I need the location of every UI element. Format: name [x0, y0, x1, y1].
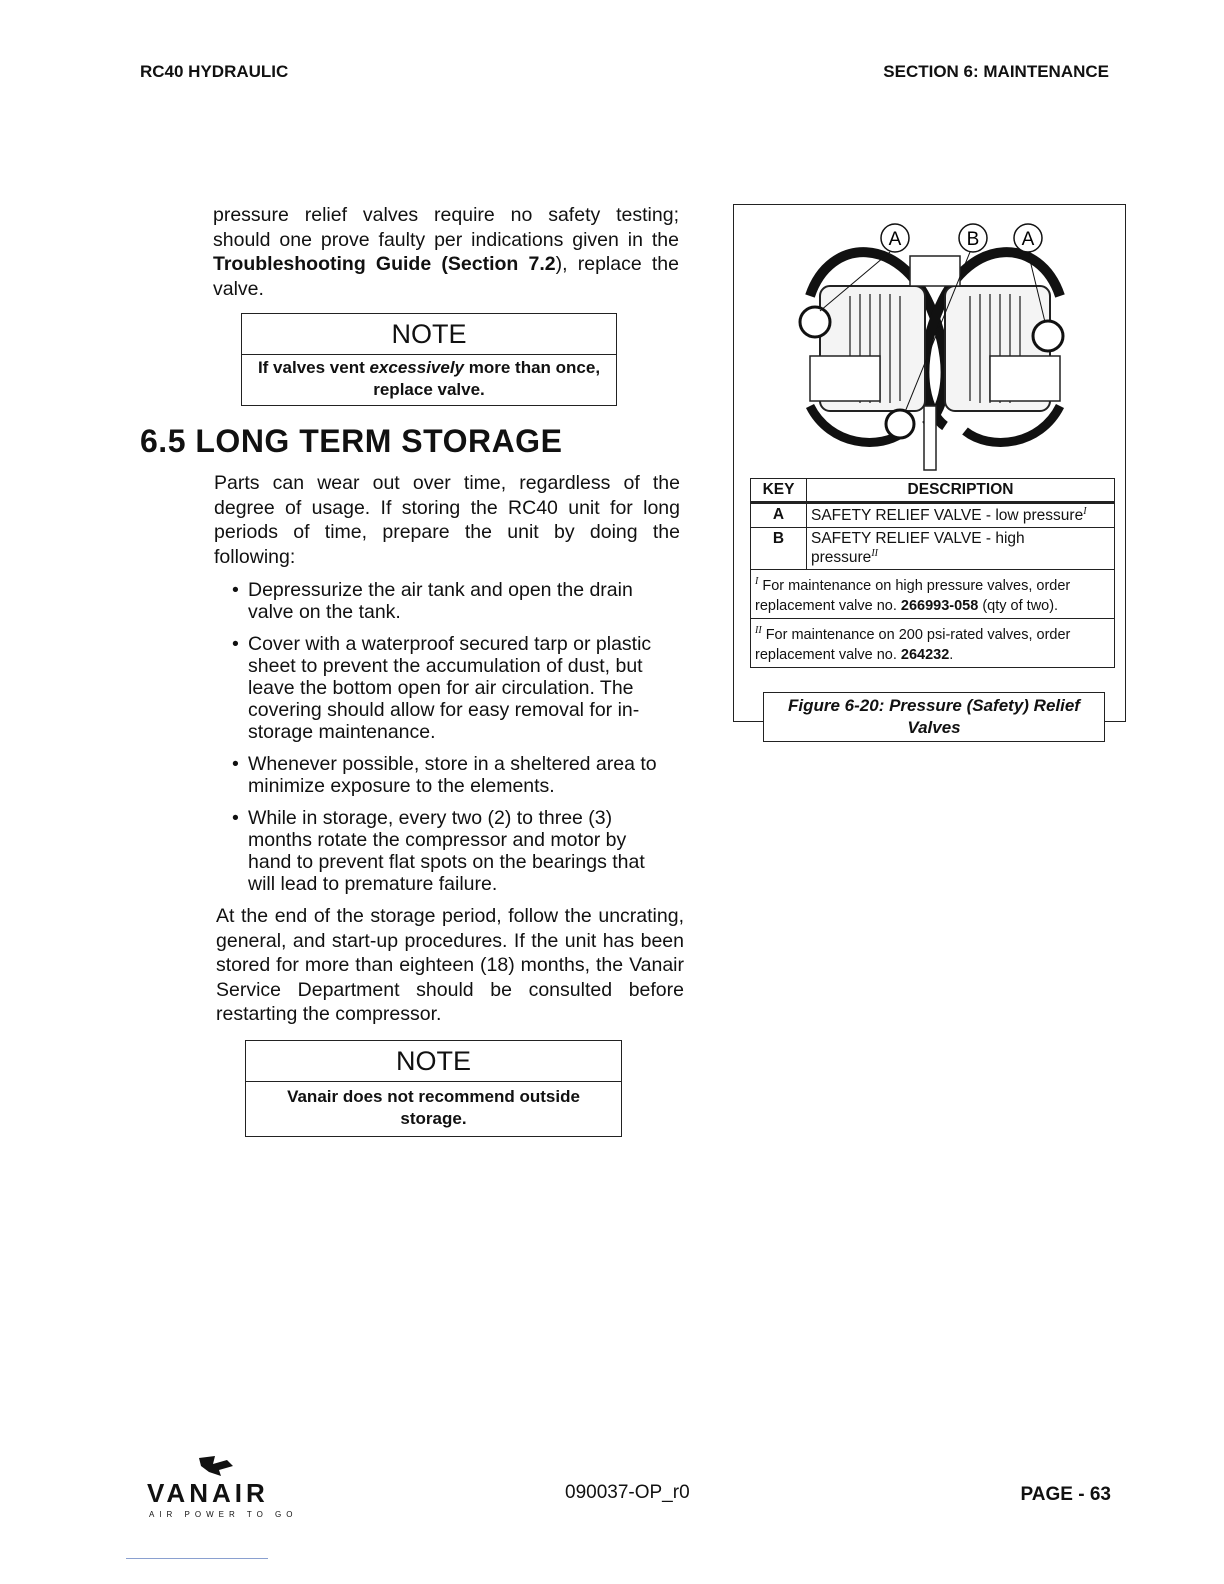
intro-text-end: ), replace the valve. [213, 253, 679, 300]
figure-caption: Figure 6-20: Pressure (Safety) Relief Valves [763, 692, 1105, 742]
logo-wordmark: VANAIR [147, 1478, 269, 1508]
key-cell: A [751, 503, 807, 528]
footnote-marker: II [871, 548, 878, 560]
callout-label: A [888, 229, 902, 250]
section-paragraph: Parts can wear out over time, regardless of the degree of usage. If storing the RC40 unit for long periods of time, prepare the unit by doing the following: [214, 472, 680, 568]
part-number: 266993-058 [900, 598, 979, 615]
part-number: 264232 [900, 646, 950, 663]
key-table [750, 478, 1115, 668]
note-title: NOTE [246, 1041, 621, 1082]
note-text-b: more than once, replace valve. [373, 358, 601, 399]
note-text-a: If valves vent [257, 358, 370, 377]
storage-bullet-list [228, 579, 668, 905]
note-box-2 [245, 1040, 622, 1137]
callout-label: A [1021, 229, 1035, 250]
vanair-logo-icon [197, 1452, 237, 1478]
description-text: SAFETY RELIEF VALVE - high pressure [811, 530, 1025, 567]
list-item: • Cover with a waterproof secured tarp or plastic sheet to prevent the accumulation of dust, but leave the bottom open for air circulation. The covering should allow for easy removal for in-storage maintenance. [228, 633, 668, 743]
note-emphasis: excessively [369, 358, 465, 377]
intro-paren: ( [431, 253, 448, 275]
intro-paragraph [213, 203, 679, 301]
footnote-1 [751, 570, 1115, 619]
footnote-2 [751, 619, 1115, 668]
relief-valve-illustration [790, 216, 1080, 472]
header-right: SECTION 6: MAINTENANCE [883, 62, 1109, 81]
closing-paragraph: At the end of the storage period, follow the uncrating, general, and start-up procedures. If the unit has been stored for more than eighteen (18) months, the Vanair Service Department should be consulted before restarting the compressor. [216, 905, 684, 1025]
footnote-text: For maintenance on 200 psi-rated valves, order replacement valve no. [755, 626, 1071, 663]
note-box-1 [241, 313, 617, 406]
footnote-tail: . [949, 646, 954, 663]
troubleshooting-guide-ref: Troubleshooting Guide [213, 253, 432, 275]
relief-valve-a-left [800, 307, 830, 337]
footnote-marker: I [755, 576, 759, 588]
top-manifold [910, 256, 960, 286]
callout-label: B [966, 229, 980, 250]
relief-valve-b [886, 410, 914, 438]
note-text [242, 355, 616, 405]
footnote-marker: II [755, 625, 762, 637]
table-row [751, 503, 1115, 528]
note-title: NOTE [242, 314, 616, 355]
section-number: 6.5 [140, 423, 186, 459]
table-row [751, 528, 1115, 570]
page-number: PAGE - 63 [1020, 1484, 1111, 1505]
list-item: • Whenever possible, store in a sheltered area to minimize exposure to the elements. [228, 753, 668, 797]
section-title: LONG TERM STORAGE [195, 423, 563, 459]
key-table-wrapper [750, 478, 1115, 668]
list-item: • Depressurize the air tank and open the drain valve on the tank. [228, 579, 668, 623]
logo-tagline: AIR POWER TO GO [149, 1510, 298, 1519]
footnote-tail: (qty of two). [978, 598, 1059, 615]
footnote-marker: I [1083, 506, 1087, 517]
list-item: • While in storage, every two (2) to three (3) months rotate the compressor and motor by hand to prevent flat spots on the bearings that will lead to premature failure. [228, 807, 668, 895]
table-header-description: DESCRIPTION [807, 479, 1115, 503]
section-ref: Section 7.2 [447, 253, 556, 275]
table-header-key: KEY [751, 479, 807, 503]
description-cell [807, 528, 1115, 570]
relief-valve-a-right [1033, 321, 1063, 351]
section-heading [140, 423, 562, 460]
document-number: 090037-OP_r0 [565, 1482, 690, 1503]
description-cell [807, 503, 1115, 528]
key-cell: B [751, 528, 807, 570]
intro-text: pressure relief valves require no safety testing; should one prove faulty per indications given in the [213, 204, 679, 251]
description-text: SAFETY RELIEF VALVE - low pressure [811, 507, 1084, 525]
note-text: Vanair does not recommend outside storage. [287, 1087, 580, 1128]
header-left: RC40 HYDRAULIC [140, 62, 289, 81]
footnote-text: For maintenance on high pressure valves, order replacement valve no. [755, 578, 1071, 615]
shaft [924, 406, 936, 470]
footer-rule [126, 1558, 268, 1559]
